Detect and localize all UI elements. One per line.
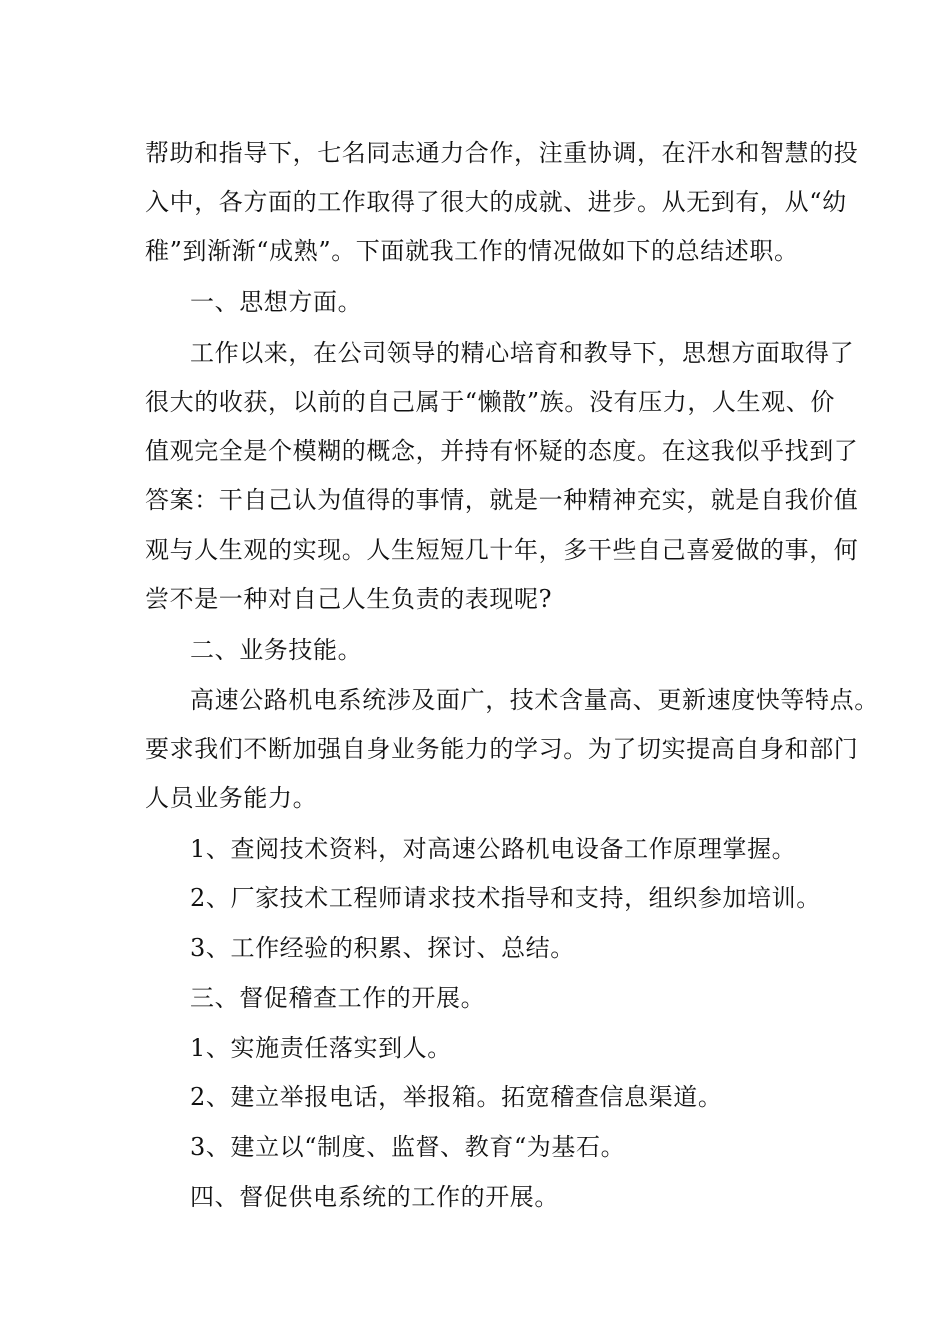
list-item: 3、建立以“制度、监督、教育“为基石。 bbox=[190, 1133, 626, 1161]
section-heading: 三、督促稽查工作的开展。 bbox=[190, 984, 486, 1012]
paragraph-line: 帮助和指导下，七名同志通力合作，注重协调，在汗水和智慧的投 bbox=[145, 139, 859, 167]
paragraph-line: 答案：干自己认为值得的事情，就是一种精神充实，就是自我价值 bbox=[145, 486, 859, 514]
list-item: 3、工作经验的积累、探讨、总结。 bbox=[190, 934, 575, 962]
section-heading: 四、督促供电系统的工作的开展。 bbox=[190, 1183, 559, 1211]
paragraph-line: 值观完全是个模糊的概念，并持有怀疑的态度。在这我似乎找到了 bbox=[145, 437, 859, 465]
paragraph-line: 很大的收获，以前的自己属于“懒散”族。没有压力，人生观、价 bbox=[145, 388, 835, 416]
section-heading: 二、业务技能。 bbox=[190, 636, 363, 664]
section-heading: 一、思想方面。 bbox=[190, 288, 363, 316]
list-item: 1、实施责任落实到人。 bbox=[190, 1034, 452, 1062]
list-item: 2、建立举报电话，举报箱。拓宽稽查信息渠道。 bbox=[190, 1083, 723, 1111]
paragraph-line: 人员业务能力。 bbox=[145, 784, 318, 812]
paragraph-line: 尝不是一种对自己人生负责的表现呢? bbox=[145, 585, 553, 613]
paragraph-line: 稚”到渐渐“成熟”。下面就我工作的情况做如下的总结述职。 bbox=[145, 237, 799, 265]
paragraph-line: 要求我们不断加强自身业务能力的学习。为了切实提高自身和部门 bbox=[145, 735, 859, 763]
paragraph-line: 入中，各方面的工作取得了很大的成就、进步。从无到有，从“幼 bbox=[145, 188, 847, 216]
paragraph-line: 观与人生观的实现。人生短短几十年，多干些自己喜爱做的事，何 bbox=[145, 536, 859, 564]
paragraph-line: 工作以来，在公司领导的精心培育和教导下，思想方面取得了 bbox=[190, 339, 855, 367]
paragraph-line: 高速公路机电系统涉及面广，技术含量高、更新速度快等特点。 bbox=[190, 686, 879, 714]
list-item: 1、查阅技术资料，对高速公路机电设备工作原理掌握。 bbox=[190, 835, 797, 863]
list-item: 2、厂家技术工程师请求技术指导和支持，组织参加培训。 bbox=[190, 884, 821, 912]
